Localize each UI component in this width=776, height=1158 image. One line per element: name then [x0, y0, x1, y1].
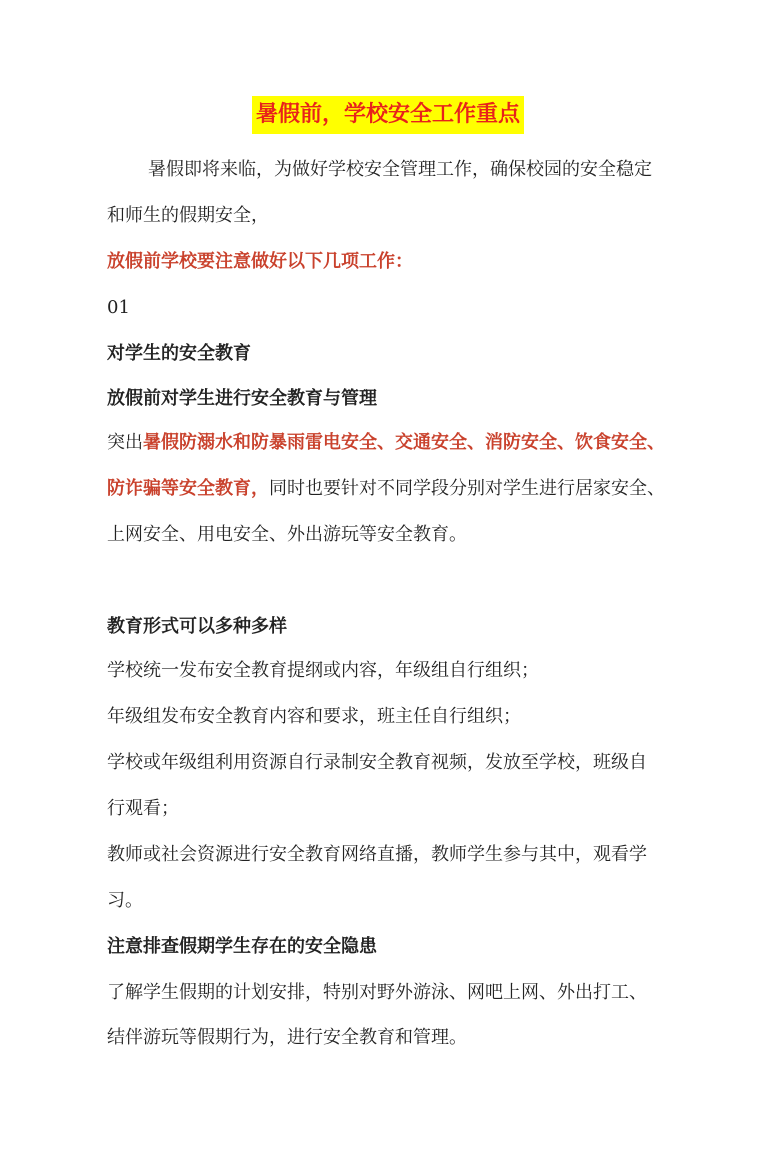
form-item-3-line-1: 学校或年级组利用资源自行录制安全教育视频，发放至学校，班级自 — [107, 752, 647, 773]
emphasis-line-2 — [107, 476, 726, 502]
form-item-3-line-2: 行观看； — [107, 798, 179, 819]
hazard-line-1: 了解学生假期的计划安排，特别对野外游泳、网吧上网、外出打工、 — [107, 982, 647, 1003]
sub-heading-education: 放假前对学生进行安全教育与管理 — [107, 388, 377, 409]
emphasis-line-3: 上网安全、用电安全、外出游玩等安全教育。 — [107, 524, 467, 545]
form-item-2: 年级组发布安全教育内容和要求，班主任自行组织； — [107, 706, 521, 727]
emphasis-highlight-1: 暑假防溺水和防暴雨雷电安全、交通安全、消防安全、饮食安全、 — [143, 432, 665, 453]
form-item-4-line-2: 习。 — [107, 890, 143, 911]
section-number: 01 — [107, 297, 130, 318]
hazard-line-2: 结伴游玩等假期行为，进行安全教育和管理。 — [107, 1027, 467, 1048]
emphasis-prefix: 突出 — [107, 432, 143, 453]
section-heading: 对学生的安全教育 — [107, 343, 251, 364]
document-title: 暑假前，学校安全工作重点 — [252, 96, 524, 134]
emphasis-rest-1: 同时也要针对不同学段分别对学生进行居家安全、 — [269, 478, 665, 499]
intro-line-1: 暑假即将来临，为做好学校安全管理工作，确保校园的安全稳定 — [148, 159, 652, 180]
intro-line-2: 和师生的假期安全， — [107, 205, 269, 226]
sub-heading-forms: 教育形式可以多种多样 — [107, 616, 287, 637]
form-item-1: 学校统一发布安全教育提纲或内容，年级组自行组织； — [107, 660, 539, 681]
notice-text: 放假前学校要注意做好以下几项工作： — [107, 251, 413, 272]
sub-heading-hazards: 注意排查假期学生存在的安全隐患 — [107, 936, 377, 957]
form-item-4-line-1: 教师或社会资源进行安全教育网络直播，教师学生参与其中，观看学 — [107, 844, 647, 865]
emphasis-line-1 — [107, 430, 726, 456]
emphasis-highlight-2: 防诈骗等安全教育， — [107, 478, 269, 499]
title-container — [0, 96, 776, 134]
